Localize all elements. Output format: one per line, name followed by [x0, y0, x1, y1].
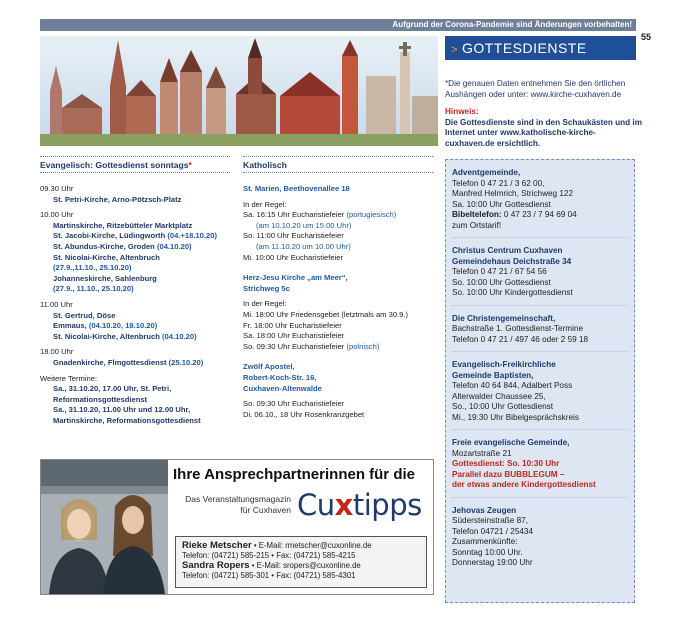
- mass-time: [243, 231, 443, 242]
- service-time: [40, 300, 240, 311]
- service-dates: (04.10.20): [156, 241, 192, 251]
- line-text: In der Regel:: [243, 299, 287, 309]
- congregation-highlight: Parallel dazu BUBBLEGUM –: [452, 469, 565, 479]
- congregation-entry: [452, 314, 628, 353]
- ad-contacts-box: [175, 536, 427, 588]
- line-text: Sa., 31.10.20, 11.00 Uhr und 12.00 Uhr,: [53, 405, 191, 415]
- contact2-line: Sandra Ropers • E-Mail: sropers@cuxonline.de: [182, 560, 361, 571]
- congregation-entry: [452, 360, 628, 430]
- contact1-line: Rieke Metscher • E-Mail: rmetscher@cuxonline.de: [182, 540, 372, 551]
- line-text: Emmaus,: [53, 321, 87, 331]
- line-text: St. Jacobi-Kirche, Lüdingworth: [53, 231, 166, 241]
- cuxtipps-logo: Cuxtipps: [297, 488, 422, 522]
- service-location: [40, 242, 240, 253]
- line-text: Sa. 16:15 Uhr Eucharistiefeier: [243, 210, 345, 220]
- churches-illustration: [40, 36, 438, 146]
- service-location: [40, 321, 240, 332]
- mass-time: [243, 242, 443, 253]
- hinweis-text: Die Gottesdienste sind in den Schaukästen und im Internet unter www.katholische-kirche-cuxhaven.de ersichtlich.: [445, 117, 642, 148]
- line-text: Sa. 18:00 Uhr Eucharistiefeier: [243, 331, 345, 341]
- service-location: [40, 231, 240, 242]
- congregation-detail: Südersteinstraße 87,: [452, 516, 529, 525]
- service-location: [40, 384, 240, 395]
- congregation-name: Christus Centrum Cuxhaven: [452, 246, 563, 255]
- mass-time: [243, 221, 443, 232]
- contact1-phone: Telefon: (04721) 585-215 • Fax: (04721) 585-4215: [182, 551, 356, 560]
- parish-title: Cuxhaven-Altenwalde: [243, 383, 322, 393]
- line-text: Mi. 18:00 Uhr Friedensgebet (letztmals am 30.9.): [243, 309, 409, 319]
- churches-collage-image: [40, 36, 438, 146]
- line-text: Reformationsgottesdienst: [53, 394, 148, 404]
- line-text: So. 09:30 Uhr Eucharistiefeier: [243, 341, 345, 351]
- other-congregations-box: [445, 159, 635, 603]
- line-text: Martinskirche, Reformationsgottesdienst: [53, 415, 201, 425]
- two-women-photo: [41, 460, 168, 594]
- evangelisch-heading: Evangelisch: Gottesdienst sonntags*: [40, 160, 192, 170]
- line-text: St. Petri-Kirche, Arno-Pötzsch-Platz: [53, 194, 182, 204]
- parish-title: Strichweg 5c: [243, 283, 290, 293]
- congregation-detail: Donnerstag 19:00 Uhr: [452, 558, 533, 567]
- line-text: Mi. 10:00 Uhr Eucharistiefeier: [243, 252, 344, 262]
- service-location: [40, 263, 240, 274]
- bibeltelefon-label: Bibeltelefon:: [452, 210, 502, 219]
- congregation-detail: Zusammenkünfte:: [452, 537, 518, 546]
- line-text: Weitere Termine:: [40, 373, 98, 383]
- service-time: [40, 347, 240, 358]
- service-dates: (04.+18.10.20): [167, 231, 217, 241]
- mass-note: (am 11.10.20 um 10.00 Uhr): [256, 241, 351, 251]
- line-text: Fr. 18:00 Uhr Eucharistiefeier: [243, 320, 342, 330]
- congregation-detail: Manfred Helmrich, Strichweg 122: [452, 189, 574, 198]
- section-title-text: GOTTESDIENSTE: [461, 40, 587, 56]
- chevron-right-icon: >: [451, 44, 458, 56]
- congregation-name: Adventgemeinde,: [452, 168, 521, 177]
- service-dates: (25.10.20): [168, 357, 204, 367]
- parish-title: Robert-Koch-Str. 16,: [243, 372, 317, 382]
- line-text: Gnadenkirche, Flmgottesdienst: [53, 357, 167, 367]
- note-dates-text: *Die genauen Daten entnehmen Sie den örtlichen Aushängen oder unter: www.kirche-cuxhaven.de: [445, 79, 626, 99]
- mass-time: [243, 210, 443, 221]
- service-location: [40, 284, 240, 295]
- mass-note: (am 10.10.20 um 15.00 Uhr): [256, 220, 352, 230]
- line-text: 18.00 Uhr: [40, 347, 74, 357]
- bibeltelefon-number: 0 47 23 / 7 94 69 04: [501, 210, 577, 219]
- mass-time: [243, 310, 443, 321]
- congregation-detail: zum Ortstarif!: [452, 220, 502, 230]
- service-time: [40, 374, 240, 385]
- divider: [243, 156, 433, 157]
- service-dates: (04.10.20): [162, 331, 197, 341]
- service-dates: (04.10.20, 18.10.20): [88, 321, 158, 331]
- service-time: [40, 184, 240, 195]
- parish-title: St. Marien, Beethovenallee 18: [243, 184, 350, 193]
- congregation-detail: Telefon 0 47 21 / 3 62 00,: [452, 178, 545, 188]
- ad-heading: Ihre Ansprechpartnerinnen für die: [173, 466, 415, 483]
- line-text: St. Nicolai-Kirche, Altenbruch: [53, 331, 160, 341]
- bibeltelefon-line: [452, 210, 628, 221]
- service-location: [40, 311, 240, 322]
- mass-time: [243, 253, 443, 264]
- section-title: [445, 36, 636, 60]
- divider: [40, 172, 230, 173]
- service-location: [40, 405, 240, 416]
- congregation-detail: Telefon 0 47 21 / 67 54 56: [452, 267, 547, 276]
- katholisch-heading: Katholisch: [243, 160, 287, 170]
- line-text: 09.30 Uhr: [40, 184, 74, 193]
- hinweis-block: [445, 107, 645, 149]
- line-text: Johanneskirche, Sahlenburg: [53, 273, 157, 283]
- line-text: St. Abundus-Kirche, Groden: [53, 241, 155, 251]
- line-text: Di. 06.10., 18 Uhr Rosenkranzgebet: [243, 409, 365, 419]
- congregation-detail: Alterwalder Chaussee 25,: [452, 391, 546, 401]
- line-text: St. Gertrud, Döse: [53, 310, 116, 320]
- congregation-detail: Mozartstraße 21: [452, 448, 512, 458]
- congregation-detail: Telefon 04721 / 25434: [452, 526, 534, 536]
- page-number: 55: [641, 32, 652, 42]
- congregation-detail: So. 10:00 Uhr Gottesdienst: [452, 277, 551, 287]
- congregation-detail: Telefon 40 64 844, Adalbert Poss: [452, 381, 573, 390]
- congregation-highlight: der etwas andere Kindergottesdienst: [452, 480, 596, 489]
- mass-note: (polnisch): [346, 341, 380, 351]
- congregation-detail: Bachstraße 1. Gottesdienst-Termine: [452, 324, 584, 333]
- divider: [243, 172, 433, 173]
- service-location: [40, 358, 240, 369]
- mass-time: [243, 399, 443, 410]
- congregation-entry: [452, 506, 628, 575]
- congregation-name: Gemeinde Baptisten,: [452, 370, 534, 380]
- service-location: [40, 416, 240, 427]
- evangelisch-list: [40, 184, 240, 426]
- parish-title: Zwölf Apostel,: [243, 362, 295, 372]
- service-location: [40, 274, 240, 285]
- congregation-name: Freie evangelische Gemeinde,: [452, 438, 570, 447]
- congregation-name: Evangelisch-Freikirchliche: [452, 360, 556, 369]
- service-location: [40, 195, 240, 206]
- contacts-photo: [41, 460, 168, 594]
- service-location: [40, 253, 240, 264]
- divider: [40, 156, 230, 157]
- line-text: In der Regel:: [243, 199, 287, 209]
- mass-time: [243, 200, 443, 211]
- congregation-detail: Telefon 0 47 21 / 497 46 oder 2 59 18: [452, 334, 589, 344]
- mass-time: [243, 331, 443, 342]
- congregation-detail: Sa. 10:00 Uhr Gottesdienst: [452, 199, 551, 209]
- congregation-detail: Mi., 19:30 Uhr Bibelgesprächskreis: [452, 412, 579, 422]
- corona-notice-banner: Aufgrund der Corona-Pandemie sind Änderungen vorbehalten!: [40, 19, 636, 31]
- congregation-entry: [452, 438, 628, 498]
- service-dates: (27.9.,11.10., 25.10.20): [53, 263, 132, 273]
- congregation-detail: So. 10:00 Uhr Kindergottesdienst: [452, 288, 573, 297]
- congregation-name: Gemeindehaus Deichstraße 34: [452, 256, 572, 266]
- congregation-entry: [452, 168, 628, 238]
- katholisch-list: [243, 184, 443, 420]
- cuxtipps-advertisement: [40, 459, 434, 595]
- service-location: [40, 395, 240, 406]
- congregation-name: Die Christengemeinschaft,: [452, 313, 556, 323]
- contact2-phone: Telefon: (04721) 585-301 • Fax: (04721) 585-4301: [182, 571, 356, 580]
- line-text: So. 11:00 Uhr Eucharistiefeier: [243, 231, 344, 241]
- congregation-entry: [452, 246, 628, 306]
- cuxtipps-logo-block: [175, 490, 427, 526]
- ad-tagline: Das Veranstaltungsmagazin für Cuxhaven: [185, 494, 291, 515]
- line-text: So. 09:30 Uhr Eucharistiefeier: [243, 399, 345, 409]
- service-dates: (27.9., 11.10., 25.10.20): [53, 284, 134, 294]
- service-location: [40, 332, 240, 343]
- parish-title: Herz-Jesu Kirche „am Meer“,: [243, 273, 348, 283]
- congregation-detail: Sonntag 10:00 Uhr.: [452, 547, 523, 557]
- line-text: Sa., 31.10.20, 17.00 Uhr, St. Petri,: [53, 384, 172, 394]
- line-text: Martinskirche, Ritzebütteler Marktplatz: [53, 220, 193, 230]
- hinweis-label: Hinweis:: [445, 107, 479, 116]
- mass-note: (portugiesisch): [346, 210, 397, 220]
- mass-time: [243, 342, 443, 353]
- mass-time: [243, 410, 443, 421]
- mass-time: [243, 321, 443, 332]
- congregation-name: Jehovas Zeugen: [452, 505, 517, 515]
- line-text: 11.00 Uhr: [40, 299, 73, 309]
- congregation-detail: So., 10:00 Uhr Gottesdienst: [452, 402, 554, 411]
- notes-block: [445, 79, 645, 156]
- mass-time: [243, 299, 443, 310]
- line-text: St. Nicolai-Kirche, Altenbruch: [53, 252, 160, 262]
- line-text: 10.00 Uhr: [40, 210, 74, 220]
- service-time: [40, 210, 240, 221]
- congregation-highlight: Gottesdienst: So. 10:30 Uhr: [452, 459, 560, 468]
- service-location: [40, 221, 240, 232]
